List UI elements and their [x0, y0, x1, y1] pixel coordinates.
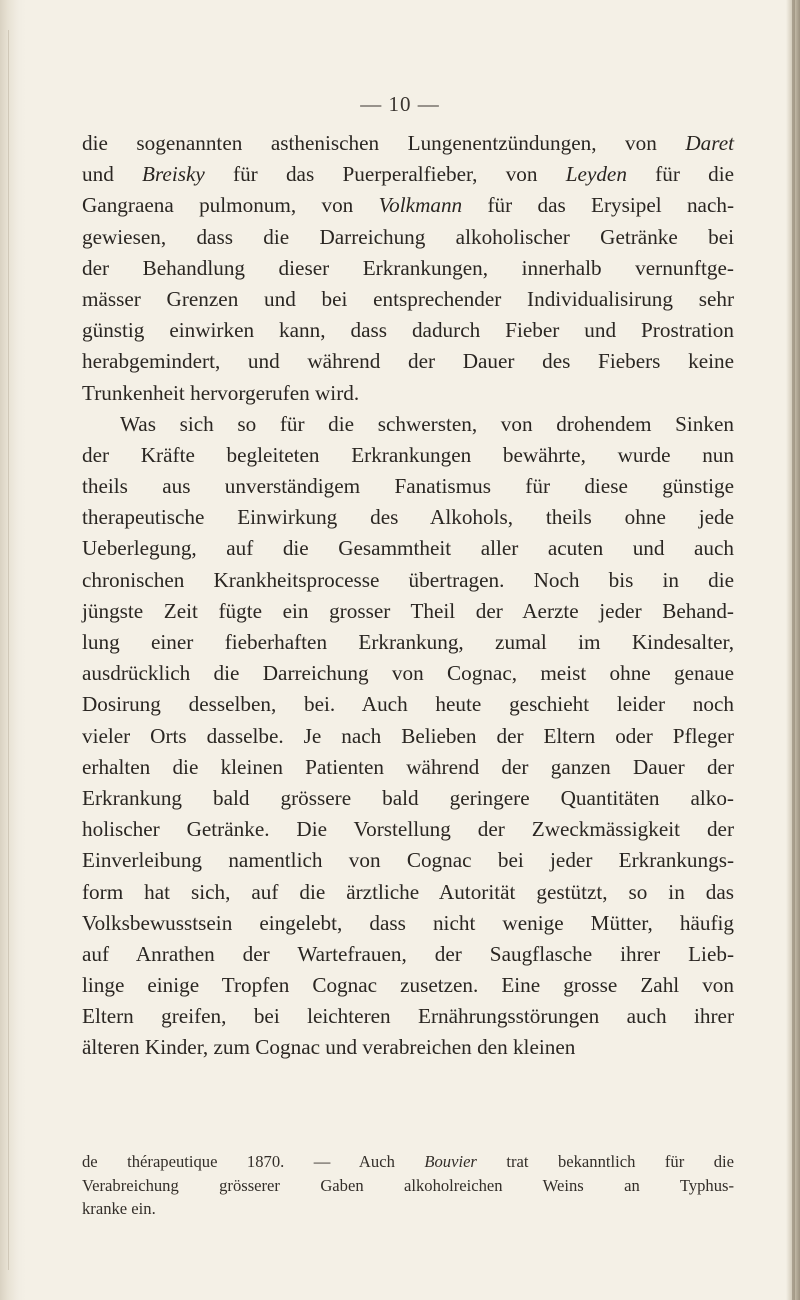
scan-left-binding-line [8, 30, 9, 1270]
footnote-line [82, 1174, 734, 1198]
text-segment: und [82, 162, 143, 187]
body-text [82, 128, 734, 1064]
text-segment: form hat sich, auf die ärztliche Autorität gestützt, so in das [82, 879, 734, 904]
text-segment: Verabreichung grösserer Gaben alkoholreichen Weins an Typhus- [82, 1175, 734, 1195]
text-segment: Eltern greifen, bei leichteren Ernährungsstörungen auch ihrer [82, 1004, 734, 1029]
text-segment: Was sich so für die schwersten, von drohendem Sinken [120, 411, 734, 436]
body-line [82, 627, 734, 658]
body-line [82, 471, 734, 502]
body-line [82, 128, 734, 159]
body-line [82, 814, 734, 845]
body-line [82, 689, 734, 720]
text-segment: holischer Getränke. Die Vorstellung der Zweckmässigkeit der [82, 817, 734, 842]
author-name: Breisky [142, 162, 205, 187]
text-segment: erhalten die kleinen Patienten während der ganzen Dauer der [82, 754, 734, 779]
text-segment: für die [626, 162, 735, 187]
text-segment: lung einer fieberhaften Erkrankung, zumal im Kindesalter, [82, 630, 734, 654]
text-segment: therapeutische Einwirkung des Alkohols, theils ohne jede [82, 505, 734, 530]
text-segment: Volksbewusstsein eingelebt, dass nicht wenige Mütter, häufig [82, 910, 734, 935]
page-number: — 10 — [360, 92, 440, 116]
body-line [82, 440, 734, 471]
body-line [82, 190, 734, 221]
text-segment: Einverleibung namentlich von Cognac bei jeder Erkrankungs- [82, 848, 734, 873]
body-line [82, 346, 734, 377]
text-segment: linge einige Tropfen Cognac zusetzen. Eine grosse Zahl von [82, 973, 734, 998]
body-line [82, 1032, 734, 1063]
text-segment: Trunkenheit hervorgerufen wird. [82, 380, 360, 405]
footnote [82, 1150, 734, 1221]
text-segment: Ueberlegung, auf die Gesammtheit aller acuten und auch [82, 536, 734, 561]
author-name: Volkmann [378, 193, 463, 218]
body-line [82, 315, 734, 346]
text-segment: trat bekanntlich für die [476, 1152, 734, 1171]
body-line [82, 253, 734, 284]
text-segment: günstig einwirken kann, dass dadurch Fieber und Prostration [82, 318, 734, 343]
text-segment: mässer Grenzen und bei entsprechender Individualisirung sehr [82, 286, 734, 311]
body-line [82, 939, 734, 970]
body-line [82, 908, 734, 939]
text-segment: Gangraena pulmonum, von [82, 193, 379, 218]
text-segment: kranke ein. [82, 1199, 156, 1218]
body-line [82, 284, 734, 315]
text-segment: jüngste Zeit fügte ein grosser Theil der Aerzte jeder Behand- [82, 598, 734, 623]
text-segment: theils aus unverständigem Fanatismus für diese günstige [82, 474, 734, 499]
author-name: Leyden [565, 162, 627, 187]
body-line [82, 222, 734, 253]
text-segment: herabgemindert, und während der Dauer des Fiebers keine [82, 349, 734, 374]
text-segment: Erkrankung bald grössere bald geringere Quantitäten alko- [82, 785, 734, 810]
text-segment: der Kräfte begleiteten Erkrankungen bewährte, wurde nun [82, 442, 734, 467]
body-line [82, 721, 734, 752]
text-segment: der Behandlung dieser Erkrankungen, innerhalb vernunftge- [82, 255, 734, 280]
text-segment: für das Puerperalfieber, von [204, 162, 566, 187]
body-line [82, 378, 734, 409]
body-line [82, 845, 734, 876]
text-segment: auf Anrathen der Wartefrauen, der Saugflasche ihrer Lieb- [82, 941, 734, 966]
body-line [82, 596, 734, 627]
text-segment: für das Erysipel nach- [462, 193, 735, 218]
body-line [82, 409, 734, 440]
text-segment: die sogenannten asthenischen Lungenentzündungen, von [82, 131, 686, 155]
body-line [82, 533, 734, 564]
footnote-line [82, 1197, 734, 1221]
text-segment: gewiesen, dass die Darreichung alkoholischer Getränke bei [82, 224, 734, 249]
text-segment: vieler Orts dasselbe. Je nach Belieben der Eltern oder Pfleger [82, 723, 734, 748]
footnote-line [82, 1150, 734, 1174]
text-segment: älteren Kinder, zum Cognac und verabreichen den kleinen [82, 1035, 576, 1060]
body-line [82, 877, 734, 908]
body-line [82, 970, 734, 1001]
body-line [82, 159, 734, 190]
body-line [82, 1001, 734, 1032]
text-segment: Dosirung desselben, bei. Auch heute geschieht leider noch [82, 692, 734, 717]
body-line [82, 783, 734, 814]
author-name: Bouvier [424, 1152, 477, 1171]
body-line [82, 502, 734, 533]
text-segment: de thérapeutique 1870. — Auch [82, 1152, 425, 1171]
text-segment: chronischen Krankheitsprocesse übertragen. Noch bis in die [82, 567, 734, 592]
scan-right-edge-line [792, 0, 795, 1300]
body-line [82, 752, 734, 783]
body-line [82, 565, 734, 596]
scan-left-margin-shadow [0, 0, 26, 1300]
text-segment: ausdrücklich die Darreichung von Cognac, meist ohne genaue [82, 661, 734, 686]
body-line [82, 658, 734, 689]
author-name: Daret [685, 131, 734, 155]
